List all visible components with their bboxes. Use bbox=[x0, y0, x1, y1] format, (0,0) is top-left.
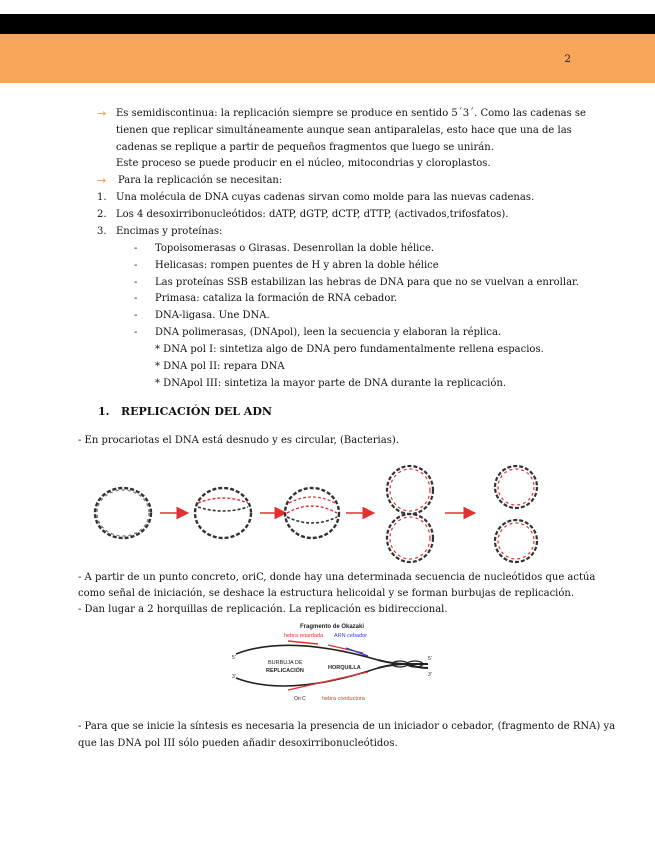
dash-item: Primasa: cataliza la formación de RNA cebador. bbox=[155, 293, 398, 304]
paragraph-oric-line-1: - A partir de un punto concreto, oriC, donde hay una determinada secuencia de nucleótidos que actúa bbox=[78, 572, 596, 583]
circular-dna-replication-figure bbox=[88, 463, 558, 567]
dash-marker: - bbox=[134, 327, 138, 338]
pol-item: * DNA pol I: sintetiza algo de DNA pero fundamentalmente rellena espacios. bbox=[155, 344, 544, 355]
label-oric: Ori C bbox=[294, 696, 306, 702]
paragraph-horquillas: - Dan lugar a 2 horquillas de replicación. La replicación es bidireccional. bbox=[78, 604, 448, 615]
label-okazaki: Fragmento de Okazaki bbox=[300, 624, 365, 630]
list-number: 3. bbox=[97, 226, 107, 237]
page-number: 2 bbox=[564, 53, 571, 65]
bullet-1-line-4: Este proceso se puede producir en el núcleo, mitocondrias y cloroplastos. bbox=[116, 158, 491, 169]
paragraph-cebador-line-1: - Para que se inicie la síntesis es necesaria la presencia de un iniciador o cebador, (fragmento de RNA) ya bbox=[78, 721, 616, 732]
list-number: 2. bbox=[97, 209, 107, 220]
dash-item: Las proteínas SSB estabilizan las hebras de DNA para que no se vuelvan a enrollar. bbox=[155, 277, 579, 288]
dash-marker: - bbox=[134, 277, 138, 288]
label-lagging: hebra retardada bbox=[284, 633, 324, 639]
paragraph-cebador-line-2: que las DNA pol III sólo pueden añadir desoxirribonucleótidos. bbox=[78, 738, 398, 749]
dash-marker: - bbox=[134, 293, 138, 304]
bullet-1-line-2: tienen que replicar simultáneamente aunque sean antiparalelas, esto hace que una de las bbox=[116, 125, 572, 136]
label-3prime-right: 3' bbox=[428, 672, 432, 678]
section-title: REPLICACIÓN DEL ADN bbox=[120, 405, 272, 418]
dash-item: DNA-ligasa. Une DNA. bbox=[155, 310, 270, 321]
label-bubble-2: REPLICACIÓN bbox=[266, 668, 304, 674]
replication-fork-diagram bbox=[228, 620, 438, 706]
label-fork: HORQUILLA bbox=[328, 665, 361, 671]
list-item: Una molécula de DNA cuyas cadenas sirvan como molde para las nuevas cadenas. bbox=[116, 192, 535, 203]
dash-item: Helicasas: rompen puentes de H y abren la doble hélice bbox=[155, 260, 439, 271]
page-header-bar bbox=[0, 34, 655, 83]
dash-item: Topoisomerasas o Girasas. Desenrollan la doble hélice. bbox=[155, 243, 435, 254]
bullet-1-line-3: cadenas se replique a partir de pequeños fragmentos que luego se unirán. bbox=[116, 142, 494, 153]
label-bubble-1: BURBUJA DE bbox=[268, 660, 303, 666]
label-3prime: 3' bbox=[232, 674, 236, 680]
pol-item: * DNA pol II: repara DNA bbox=[155, 361, 285, 372]
section-heading bbox=[98, 405, 272, 418]
list-item: Encimas y proteínas: bbox=[116, 226, 223, 237]
label-5prime: 5' bbox=[232, 655, 236, 661]
paragraph-procariotas: - En procariotas el DNA está desnudo y es circular, (Bacterias). bbox=[78, 435, 399, 446]
bullet-1-line-1: Es semidiscontinua: la replicación siempre se produce en sentido 5´3´. Como las cadenas se bbox=[116, 108, 586, 119]
dna-circle-stage-5 bbox=[495, 466, 537, 562]
label-leading: hebra conductora bbox=[322, 696, 365, 702]
dna-circle-stage-2 bbox=[195, 488, 251, 538]
dash-marker: - bbox=[134, 243, 138, 254]
list-item: Los 4 desoxirribonucleótidos: dATP, dGTP, dCTP, dTTP, (activados,trifosfatos). bbox=[116, 209, 509, 220]
label-5prime-right: 5' bbox=[428, 656, 432, 662]
top-strip bbox=[0, 14, 655, 34]
pol-item: * DNApol III: sintetiza la mayor parte de DNA durante la replicación. bbox=[155, 378, 507, 389]
bullet-2: Para la replicación se necesitan: bbox=[118, 175, 283, 186]
dash-item: DNA polimerasas, (DNApol), leen la secuencia y elaboran la réplica. bbox=[155, 327, 502, 338]
arrow-icon: → bbox=[97, 174, 107, 187]
arrow-icon: → bbox=[97, 107, 107, 120]
list-number: 1. bbox=[97, 192, 107, 203]
section-number: 1. bbox=[98, 405, 110, 418]
dna-circle-stage-3 bbox=[285, 488, 339, 538]
dna-circle-stage-1 bbox=[95, 488, 151, 538]
dash-marker: - bbox=[134, 260, 138, 271]
paragraph-oric-line-2: como señal de iniciación, se deshace la estructura helicoidal y se forman burbujas de replicación. bbox=[78, 588, 575, 599]
dna-circle-stage-4 bbox=[387, 466, 433, 562]
dash-marker: - bbox=[134, 310, 138, 321]
label-primer: ARN cebador bbox=[334, 633, 368, 639]
